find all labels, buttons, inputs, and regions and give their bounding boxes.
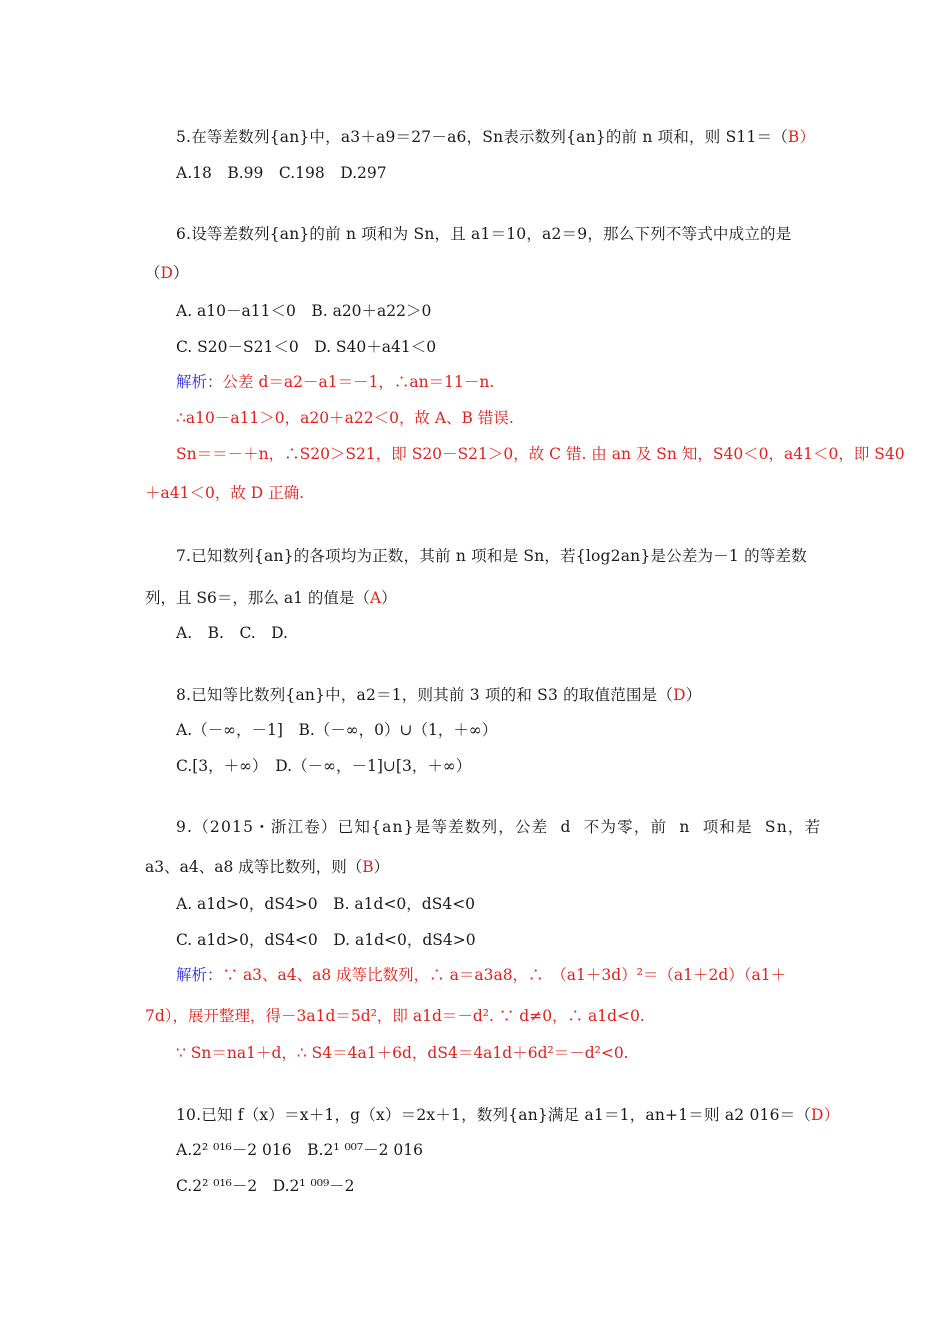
q8-stem	[0, 684, 950, 706]
q6-analysis-label: 解析：	[176, 373, 223, 391]
q6-answer-close: ）	[172, 264, 189, 282]
q7-stem: 7.已知数列{an}的各项均为正数，其前 n 项和是 Sn，若{log2an}是公差为－1 的等差数	[176, 547, 807, 565]
q8-answer-close: ）	[685, 686, 702, 704]
q9-analysis-2: 7d），展开整理，得－3a1d＝5d²，即 a1d＝－d². ∵ d≠0，∴ a1d<0.	[145, 1007, 645, 1025]
q5-stem	[0, 126, 950, 148]
q5-options: A.18 B.99 C.198 D.297	[176, 164, 387, 182]
q9-analysis-3: ∵ Sn＝na1＋d，∴ S4＝4a1＋6d，dS4＝4a1d＋6d²＝－d²<0.	[176, 1044, 629, 1062]
q6-analysis-3: Sn＝＝－＋n，∴S20＞S21，即 S20－S21＞0，故 C 错. 由 an 及 Sn 知，S40＜0，a41＜0，即 S40	[176, 445, 905, 463]
q10-options-1: A.2² ⁰¹⁶－2 016 B.2¹ ⁰⁰⁷－2 016	[176, 1141, 423, 1159]
q9-answer: B	[362, 858, 374, 876]
q10-stem-text: 10.已知 f（x）＝x＋1，g（x）＝2x＋1，数列{an}满足 a1＝1，an+1＝则 a2 016＝（	[176, 1106, 812, 1124]
q6-answer: D	[160, 264, 173, 282]
q7-stem-2	[0, 587, 950, 609]
q6-options-1: A. a10－a11＜0 B. a20＋a22＞0	[176, 302, 432, 320]
q10-answer: D	[811, 1106, 824, 1124]
q9-stem-2	[0, 856, 950, 878]
q9-options-2: C. a1d>0，dS4<0 D. a1d<0，dS4>0	[176, 931, 476, 949]
q8-stem-text: 8.已知等比数列{an}中，a2＝1，则其前 3 项的和 S3 的取值范围是（	[176, 686, 674, 704]
q6-options-2: C. S20－S21＜0 D. S40＋a41＜0	[176, 338, 437, 356]
q10-answer-close: ）	[823, 1106, 840, 1124]
q9-options-1: A. a1d>0，dS4>0 B. a1d<0，dS4<0	[176, 895, 476, 913]
q7-stem-2-text: 列，且 S6＝，那么 a1 的值是（	[145, 589, 370, 607]
q7-answer: A	[369, 589, 382, 607]
q7-options: A. B. C. D.	[176, 624, 288, 642]
q9-analysis-1	[0, 964, 950, 986]
q10-options-2: C.2² ⁰¹⁶－2 D.2¹ ⁰⁰⁹－2	[176, 1177, 355, 1195]
q9-analysis-text-1: ∵ a3、a4、a8 成等比数列，∴ a＝a3a8，∴ （a1＋3d）²＝（a1＋2d）（a1＋	[222, 966, 787, 984]
q10-stem	[0, 1104, 950, 1126]
q5-answer-close: ）	[799, 128, 816, 146]
q5-answer: B	[787, 128, 800, 146]
q6-analysis-2: ∴a10－a11＞0，a20＋a22＜0，故 A、B 错误.	[176, 409, 514, 427]
q7-answer-close: ）	[381, 589, 397, 607]
q6-analysis-4: ＋a41＜0，故 D 正确.	[145, 484, 305, 502]
q8-options-2: C.[3，＋∞） D.（－∞，－1]∪[3，＋∞）	[176, 757, 472, 775]
q8-options-1: A.（－∞，－1] B.（－∞，0）∪（1，＋∞）	[176, 721, 498, 739]
q6-answer-line	[0, 262, 950, 284]
q9-analysis-label: 解析：	[176, 966, 223, 984]
q6-analysis-1	[0, 371, 950, 393]
q8-answer: D	[673, 686, 686, 704]
q6-analysis-text-1: 公差 d＝a2－a1＝－1，∴an＝11－n.	[222, 373, 495, 391]
q9-answer-close: ）	[373, 858, 390, 876]
q6-answer-open: （	[145, 264, 161, 282]
q9-stem-2-text: a3、a4、a8 成等比数列，则（	[145, 858, 363, 876]
q6-stem: 6.设等差数列{an}的前 n 项和为 Sn，且 a1＝10，a2＝9，那么下列不等式中成立的是	[176, 225, 792, 243]
q9-stem: 9.（2015・浙江卷）已知{an}是等差数列，公差 d 不为零，前 n 项和是 Sn，若	[176, 818, 822, 836]
q5-stem-text: 5.在等差数列{an}中，a3＋a9＝27－a6，Sn表示数列{an}的前 n 项和，则 S11＝（	[176, 128, 788, 146]
